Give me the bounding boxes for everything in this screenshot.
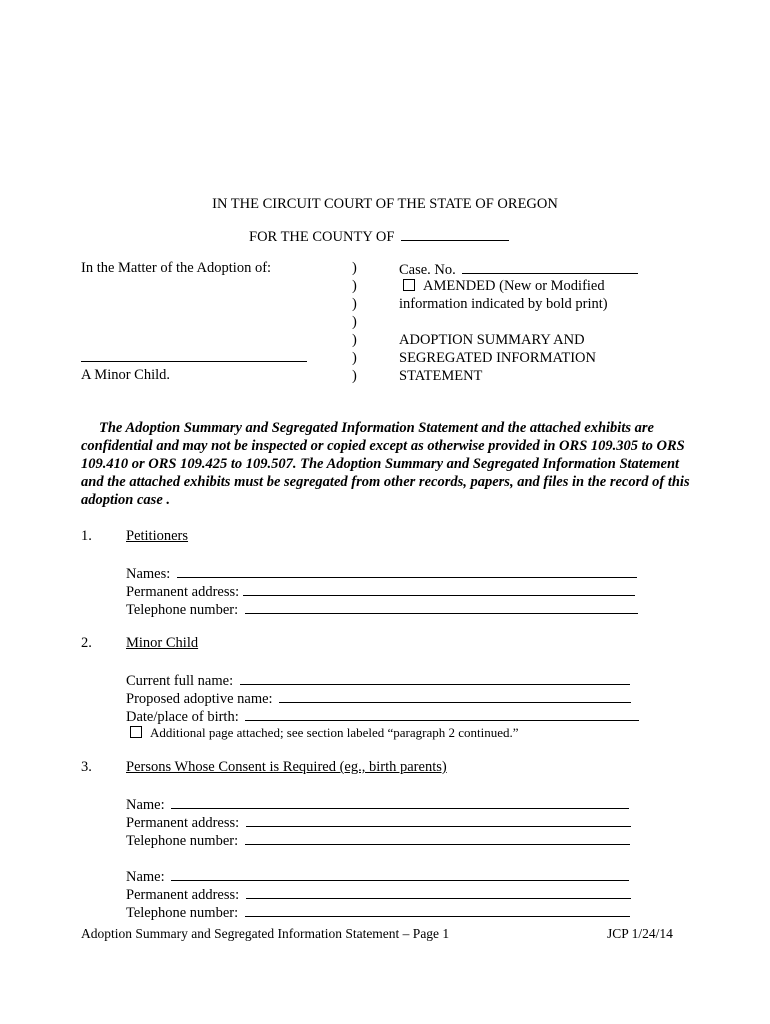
consent1-address-row bbox=[126, 812, 631, 832]
consent2-name-field[interactable] bbox=[171, 866, 629, 881]
address-label: Permanent address: bbox=[126, 887, 240, 903]
county-label: FOR THE COUNTY OF bbox=[249, 229, 395, 245]
caption-paren: ) bbox=[352, 278, 357, 294]
child-proposed-name-row bbox=[126, 688, 631, 708]
petitioner-names-row bbox=[126, 563, 637, 583]
phone-label: Telephone number: bbox=[126, 905, 239, 921]
dob-label: Date/place of birth: bbox=[126, 709, 239, 725]
caption-paren: ) bbox=[352, 314, 357, 330]
petitioner-phone-row bbox=[126, 599, 638, 619]
address-label: Permanent address: bbox=[126, 815, 240, 831]
caption-paren: ) bbox=[352, 260, 357, 276]
case-no-label: Case. No. bbox=[399, 262, 456, 278]
consent1-address-field[interactable] bbox=[246, 812, 631, 827]
case-no-line bbox=[399, 259, 638, 279]
minor-child-label: A Minor Child. bbox=[81, 367, 171, 383]
child-dob-field[interactable] bbox=[245, 706, 639, 721]
child-proposed-name-field[interactable] bbox=[279, 688, 631, 703]
name-label: Name: bbox=[126, 797, 165, 813]
child-current-name-row bbox=[126, 670, 630, 690]
petitioner-address-row bbox=[126, 581, 635, 601]
child-dob-row bbox=[126, 706, 639, 726]
matter-label: In the Matter of the Adoption of: bbox=[81, 260, 272, 276]
caption-paren: ) bbox=[352, 296, 357, 312]
section-title-petitioners: Petitioners bbox=[126, 528, 189, 544]
footer-title: Adoption Summary and Segregated Information Statement – Page 1 bbox=[81, 926, 450, 941]
petitioner-phone-field[interactable] bbox=[245, 599, 638, 614]
form-title-line1: ADOPTION SUMMARY AND bbox=[399, 332, 585, 348]
names-label: Names: bbox=[126, 566, 171, 582]
additional-page-checkbox[interactable] bbox=[130, 726, 142, 738]
amended-option bbox=[403, 277, 605, 295]
county-line bbox=[249, 226, 509, 246]
consent1-phone-field[interactable] bbox=[245, 830, 630, 845]
footer-form-code: JCP 1/24/14 bbox=[607, 926, 673, 941]
current-name-label: Current full name: bbox=[126, 673, 234, 689]
confidentiality-notice: The Adoption Summary and Segregated Information Statement and the attached exhibits are confidential and may not be inspected or copied except as otherwise provided in ORS 109.305 to ORS 109.410 or ORS 109.425 to 109.507. The Adoption Summary and Segregated Information Statement and the attached exhibits must be segregated from other records, papers, and files in the record of this adoption case . bbox=[81, 420, 690, 508]
petitioner-address-field[interactable] bbox=[243, 581, 635, 596]
form-title-line3: STATEMENT bbox=[399, 368, 483, 384]
consent1-phone-row bbox=[126, 830, 630, 850]
consent2-address-row bbox=[126, 884, 631, 904]
consent2-name-row bbox=[126, 866, 629, 886]
child-current-name-field[interactable] bbox=[240, 670, 630, 685]
additional-page-option bbox=[130, 724, 519, 742]
caption-paren: ) bbox=[352, 368, 357, 384]
section-title-consent: Persons Whose Consent is Required (eg., birth parents) bbox=[126, 759, 447, 775]
caption-paren: ) bbox=[352, 350, 357, 366]
form-title-line2: SEGREGATED INFORMATION bbox=[399, 350, 596, 366]
petitioner-names-field[interactable] bbox=[177, 563, 637, 578]
consent2-address-field[interactable] bbox=[246, 884, 631, 899]
consent1-name-row bbox=[126, 794, 629, 814]
section-title-minor-child: Minor Child bbox=[126, 635, 199, 651]
additional-page-label: Additional page attached; see section labeled “paragraph 2 continued.” bbox=[150, 725, 519, 740]
case-no-field[interactable] bbox=[462, 259, 638, 274]
caption-paren: ) bbox=[352, 332, 357, 348]
child-name-field[interactable] bbox=[81, 347, 307, 362]
name-label: Name: bbox=[126, 869, 165, 885]
court-title: IN THE CIRCUIT COURT OF THE STATE OF OREGON bbox=[212, 196, 558, 212]
consent1-name-field[interactable] bbox=[171, 794, 629, 809]
amended-label: AMENDED (New or Modified bbox=[423, 278, 605, 294]
county-field[interactable] bbox=[401, 226, 509, 241]
phone-label: Telephone number: bbox=[126, 833, 239, 849]
consent2-phone-field[interactable] bbox=[245, 902, 630, 917]
section-number: 3. bbox=[81, 759, 92, 775]
phone-label: Telephone number: bbox=[126, 602, 239, 618]
section-number: 2. bbox=[81, 635, 92, 651]
consent2-phone-row bbox=[126, 902, 630, 922]
proposed-name-label: Proposed adoptive name: bbox=[126, 691, 273, 707]
amended-label-cont: information indicated by bold print) bbox=[399, 296, 608, 312]
amended-checkbox[interactable] bbox=[403, 279, 415, 291]
address-label: Permanent address: bbox=[126, 584, 240, 600]
section-number: 1. bbox=[81, 528, 92, 544]
